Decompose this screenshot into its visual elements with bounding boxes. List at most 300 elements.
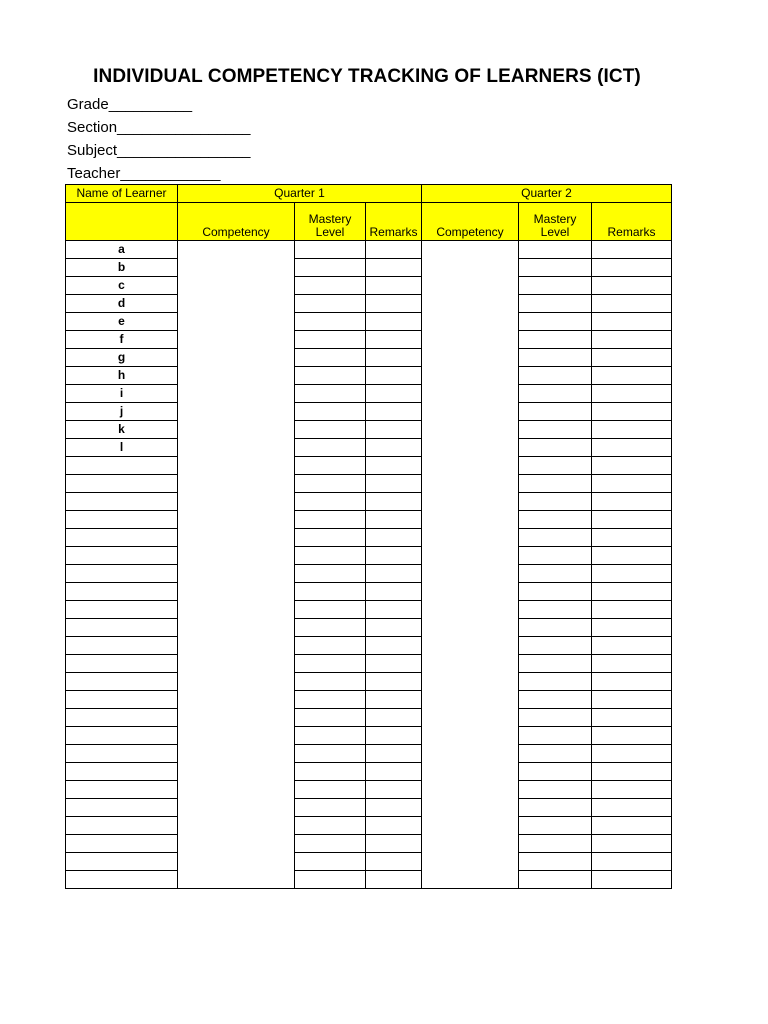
q1-mastery-cell [295,583,366,601]
table-row [66,277,672,295]
q2-mastery-cell [519,457,592,475]
q2-mastery-cell [519,583,592,601]
q1-mastery-cell [295,457,366,475]
q1-remarks-cell [366,655,422,673]
learner-name-cell [66,691,178,709]
q1-mastery-cell [295,295,366,313]
q2-competency-cell [422,547,519,565]
q2-mastery-cell [519,493,592,511]
name-of-learner-header: Name of Learner [66,185,178,203]
mastery-line-1: Mastery [533,212,577,226]
q1-competency-cell [178,457,295,475]
q2-mastery-cell [519,655,592,673]
q1-competency-cell [178,277,295,295]
q1-mastery-cell [295,601,366,619]
q1-competency-cell [178,421,295,439]
learner-name-cell: a [66,241,178,259]
q2-mastery-cell [519,331,592,349]
table-row [66,601,672,619]
q2-remarks-cell [592,781,672,799]
q1-competency-cell [178,871,295,889]
q2-competency-cell [422,637,519,655]
q1-mastery-cell [295,511,366,529]
learner-name-cell [66,655,178,673]
q1-mastery-cell [295,565,366,583]
table-row [66,673,672,691]
q2-competency-cell [422,493,519,511]
q2-competency-cell [422,799,519,817]
q1-remarks-cell [366,565,422,583]
table-row [66,349,672,367]
learner-name-cell [66,673,178,691]
q2-remarks-cell [592,673,672,691]
q1-mastery-cell [295,547,366,565]
learner-name-cell: g [66,349,178,367]
table-row [66,727,672,745]
q2-mastery-cell [519,871,592,889]
learner-name-cell [66,583,178,601]
q1-competency-cell [178,799,295,817]
q1-competency-cell [178,709,295,727]
q1-remarks-cell [366,673,422,691]
q1-mastery-cell [295,529,366,547]
q1-competency-header: Competency [178,203,295,241]
q1-competency-cell [178,331,295,349]
q2-competency-cell [422,367,519,385]
q2-remarks-cell [592,583,672,601]
learner-name-cell: j [66,403,178,421]
q1-mastery-cell [295,421,366,439]
q1-remarks-cell [366,259,422,277]
table-row [66,853,672,871]
q1-competency-cell [178,349,295,367]
q2-competency-header: Competency [422,203,519,241]
q2-remarks-cell [592,745,672,763]
q1-competency-cell [178,385,295,403]
q1-competency-cell [178,439,295,457]
q1-remarks-cell [366,745,422,763]
table-row [66,835,672,853]
q1-remarks-cell [366,871,422,889]
q2-remarks-cell [592,349,672,367]
table-row [66,529,672,547]
q2-mastery-cell [519,619,592,637]
q1-mastery-cell [295,241,366,259]
q1-remarks-cell [366,691,422,709]
q2-competency-cell [422,439,519,457]
q2-remarks-cell [592,691,672,709]
q2-remarks-cell [592,475,672,493]
q2-competency-cell [422,745,519,763]
q1-competency-cell [178,565,295,583]
q1-remarks-cell [366,601,422,619]
q1-mastery-cell [295,853,366,871]
q2-competency-cell [422,709,519,727]
q1-mastery-cell [295,439,366,457]
q2-competency-cell [422,385,519,403]
learner-name-cell [66,763,178,781]
q1-mastery-cell [295,655,366,673]
q1-mastery-cell [295,385,366,403]
q1-remarks-cell [366,241,422,259]
q1-mastery-cell [295,763,366,781]
q1-competency-cell [178,313,295,331]
q2-mastery-cell [519,799,592,817]
q2-competency-cell [422,871,519,889]
q1-mastery-cell [295,367,366,385]
q1-remarks-cell [366,295,422,313]
table-row [66,331,672,349]
table-row [66,493,672,511]
q2-remarks-cell [592,511,672,529]
q2-mastery-cell [519,547,592,565]
q2-competency-cell [422,727,519,745]
quarter-1-header: Quarter 1 [178,185,422,203]
q2-mastery-cell [519,565,592,583]
q1-remarks-cell [366,385,422,403]
q2-competency-cell [422,295,519,313]
table-row [66,565,672,583]
learner-name-cell [66,565,178,583]
q1-remarks-cell [366,583,422,601]
q2-competency-cell [422,241,519,259]
q1-remarks-cell [366,709,422,727]
q1-mastery-cell [295,331,366,349]
learner-name-cell [66,457,178,475]
table-row [66,421,672,439]
q2-competency-cell [422,835,519,853]
learner-name-cell [66,871,178,889]
q1-mastery-cell [295,349,366,367]
learner-name-cell: h [66,367,178,385]
table-row [66,619,672,637]
learner-name-cell: e [66,313,178,331]
learner-name-cell [66,799,178,817]
table-row [66,817,672,835]
q1-remarks-cell [366,529,422,547]
q2-remarks-cell [592,457,672,475]
q2-mastery-cell [519,835,592,853]
table-row [66,709,672,727]
quarter-2-header: Quarter 2 [422,185,672,203]
q2-mastery-cell [519,691,592,709]
q2-mastery-cell [519,403,592,421]
learner-name-cell [66,637,178,655]
q2-mastery-cell [519,763,592,781]
q2-competency-cell [422,763,519,781]
table-row [66,439,672,457]
q2-remarks-cell [592,529,672,547]
q2-remarks-cell [592,421,672,439]
q1-remarks-cell [366,727,422,745]
q1-remarks-cell [366,349,422,367]
learner-name-cell [66,817,178,835]
q1-mastery-cell [295,835,366,853]
learner-name-cell: f [66,331,178,349]
q2-competency-cell [422,817,519,835]
q2-mastery-cell [519,817,592,835]
q2-remarks-cell [592,331,672,349]
q1-remarks-cell [366,421,422,439]
q2-competency-cell [422,655,519,673]
table-row [66,583,672,601]
q1-mastery-cell [295,799,366,817]
learner-name-cell [66,835,178,853]
q2-remarks-cell [592,493,672,511]
q2-mastery-cell [519,673,592,691]
table-row [66,637,672,655]
q1-competency-cell [178,727,295,745]
q2-competency-cell [422,511,519,529]
q1-competency-cell [178,817,295,835]
q1-competency-cell [178,853,295,871]
q1-competency-cell [178,241,295,259]
q1-competency-cell [178,295,295,313]
q1-remarks-cell [366,619,422,637]
learner-name-cell [66,619,178,637]
q1-competency-cell [178,529,295,547]
q1-mastery-cell [295,727,366,745]
learner-name-cell [66,853,178,871]
learner-name-cell [66,475,178,493]
section-field: Section________________ [67,119,251,136]
q1-mastery-cell [295,691,366,709]
q1-competency-cell [178,745,295,763]
q1-competency-cell [178,367,295,385]
learner-name-cell: b [66,259,178,277]
q2-remarks-cell [592,727,672,745]
q1-mastery-cell [295,619,366,637]
q1-remarks-cell [366,313,422,331]
q2-remarks-cell [592,853,672,871]
table-row [66,511,672,529]
mastery-line-2: Level [315,225,345,239]
q2-mastery-cell [519,709,592,727]
table-row [66,475,672,493]
teacher-field: Teacher____________ [67,165,221,182]
q1-remarks-cell [366,475,422,493]
q1-competency-cell [178,547,295,565]
learner-name-cell [66,781,178,799]
q2-competency-cell [422,619,519,637]
q1-remarks-cell [366,331,422,349]
q2-remarks-cell [592,799,672,817]
q2-mastery-cell [519,367,592,385]
table-row [66,403,672,421]
table-row [66,547,672,565]
q1-competency-cell [178,655,295,673]
q2-remarks-cell [592,763,672,781]
subject-field: Subject________________ [67,142,251,159]
q2-competency-cell [422,313,519,331]
q2-mastery-cell [519,853,592,871]
q1-remarks-cell [366,835,422,853]
learner-name-cell: i [66,385,178,403]
q2-competency-cell [422,259,519,277]
q2-competency-cell [422,403,519,421]
q1-mastery-cell [295,277,366,295]
q1-mastery-cell [295,493,366,511]
q2-competency-cell [422,601,519,619]
q2-mastery-cell [519,439,592,457]
q2-mastery-cell [519,529,592,547]
q1-remarks-cell [366,781,422,799]
q1-remarks-cell [366,511,422,529]
q2-competency-cell [422,331,519,349]
q2-mastery-cell [519,349,592,367]
q1-remarks-cell [366,457,422,475]
q1-remarks-cell [366,439,422,457]
q1-remarks-header: Remarks [366,203,422,241]
q2-mastery-cell [519,277,592,295]
q1-competency-cell [178,601,295,619]
table-row [66,367,672,385]
q2-mastery-cell [519,601,592,619]
q1-mastery-cell [295,313,366,331]
q1-competency-cell [178,763,295,781]
q1-remarks-cell [366,547,422,565]
q1-competency-cell [178,691,295,709]
mastery-line-1: Mastery [308,212,352,226]
competency-tracking-table [65,184,672,889]
q2-remarks-cell [592,871,672,889]
q1-remarks-cell [366,817,422,835]
q2-competency-cell [422,691,519,709]
q2-remarks-cell [592,313,672,331]
learner-name-cell [66,547,178,565]
q2-remarks-cell [592,565,672,583]
q2-mastery-cell [519,421,592,439]
q2-competency-cell [422,565,519,583]
table-row [66,259,672,277]
q2-mastery-cell [519,313,592,331]
q1-competency-cell [178,259,295,277]
q1-remarks-cell [366,277,422,295]
q2-mastery-cell [519,385,592,403]
table-row [66,763,672,781]
q1-remarks-cell [366,403,422,421]
q2-remarks-cell [592,295,672,313]
q2-remarks-cell [592,403,672,421]
q2-mastery-level-header [519,203,592,241]
q2-remarks-cell [592,817,672,835]
name-blank-header [66,203,178,241]
q2-competency-cell [422,475,519,493]
q1-mastery-cell [295,817,366,835]
q1-competency-cell [178,673,295,691]
q2-remarks-cell [592,277,672,295]
q1-competency-cell [178,637,295,655]
learner-name-cell: k [66,421,178,439]
q2-mastery-cell [519,637,592,655]
q2-remarks-cell [592,547,672,565]
learner-name-cell [66,601,178,619]
q2-remarks-cell [592,619,672,637]
learner-name-cell: l [66,439,178,457]
q2-mastery-cell [519,781,592,799]
q2-remarks-cell [592,601,672,619]
q1-mastery-cell [295,475,366,493]
learner-name-cell [66,745,178,763]
q2-competency-cell [422,421,519,439]
q2-mastery-cell [519,727,592,745]
q2-remarks-cell [592,709,672,727]
q1-remarks-cell [366,763,422,781]
q1-mastery-cell [295,259,366,277]
q1-competency-cell [178,619,295,637]
q1-mastery-cell [295,637,366,655]
q1-competency-cell [178,403,295,421]
q1-competency-cell [178,583,295,601]
table-row [66,241,672,259]
q1-remarks-cell [366,367,422,385]
q2-remarks-cell [592,259,672,277]
q2-remarks-cell [592,241,672,259]
q2-competency-cell [422,583,519,601]
learner-name-cell [66,511,178,529]
learner-name-cell [66,709,178,727]
learner-name-cell [66,727,178,745]
q2-competency-cell [422,673,519,691]
q2-remarks-cell [592,835,672,853]
q2-mastery-cell [519,241,592,259]
q2-mastery-cell [519,475,592,493]
learner-rows [66,241,672,889]
q2-competency-cell [422,529,519,547]
table-row [66,745,672,763]
q2-remarks-cell [592,367,672,385]
q2-mastery-cell [519,511,592,529]
q1-competency-cell [178,475,295,493]
q1-competency-cell [178,781,295,799]
q1-mastery-cell [295,673,366,691]
learner-name-cell [66,493,178,511]
q2-remarks-header: Remarks [592,203,672,241]
q1-remarks-cell [366,853,422,871]
q2-mastery-cell [519,295,592,313]
q1-competency-cell [178,835,295,853]
table-row [66,295,672,313]
q1-remarks-cell [366,637,422,655]
table-row [66,799,672,817]
q2-competency-cell [422,781,519,799]
q2-mastery-cell [519,745,592,763]
q2-mastery-cell [519,259,592,277]
table-row [66,457,672,475]
q1-mastery-cell [295,403,366,421]
q2-competency-cell [422,853,519,871]
q2-competency-cell [422,457,519,475]
table-row [66,655,672,673]
learner-name-cell: d [66,295,178,313]
q1-competency-cell [178,493,295,511]
learner-name-cell: c [66,277,178,295]
q2-competency-cell [422,277,519,295]
q2-remarks-cell [592,439,672,457]
q1-mastery-cell [295,781,366,799]
table-row [66,871,672,889]
table-row [66,781,672,799]
q1-competency-cell [178,511,295,529]
q1-mastery-cell [295,871,366,889]
document-title: INDIVIDUAL COMPETENCY TRACKING OF LEARNERS (ICT) [93,66,641,87]
table-row [66,385,672,403]
table-row [66,691,672,709]
q2-remarks-cell [592,637,672,655]
learner-name-cell [66,529,178,547]
q1-mastery-level-header [295,203,366,241]
q2-remarks-cell [592,655,672,673]
